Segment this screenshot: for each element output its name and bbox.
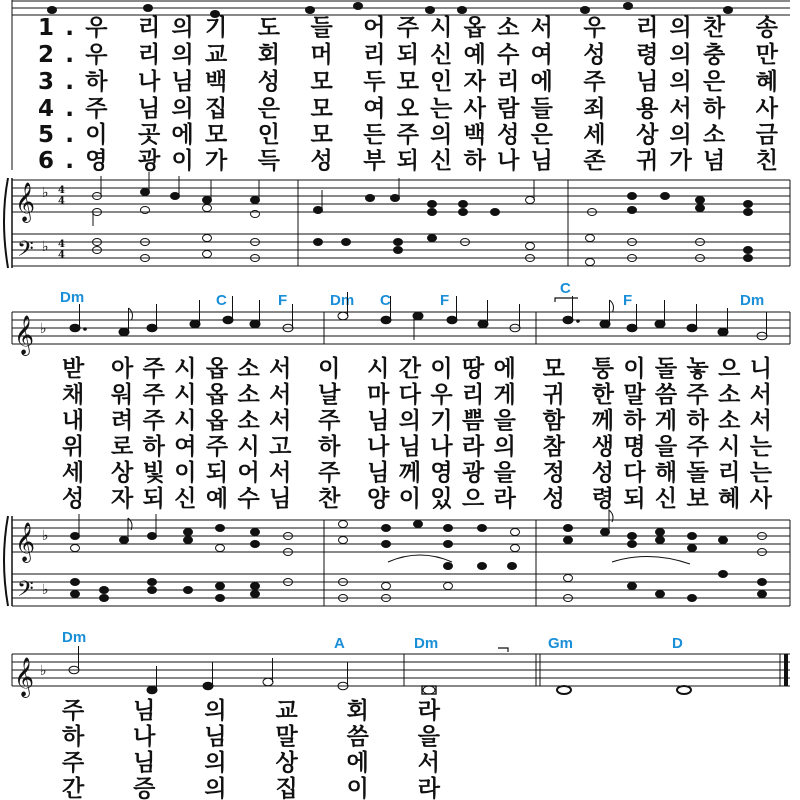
flat-icon: ♭ xyxy=(42,185,49,201)
chord-symbol: F xyxy=(623,292,633,309)
flat-icon: ♭ xyxy=(42,582,49,598)
time-signature-top: 4 xyxy=(58,185,65,196)
lyric-line: 성 자되신예수님 찬 양이있으라 성 령되신보혜사 xyxy=(62,486,772,512)
melody-notes-2 xyxy=(70,292,767,340)
time-signature-bottom: 4 xyxy=(58,196,65,207)
first-ending-bracket xyxy=(555,298,578,302)
treble-clef-icon: 𝄞 xyxy=(14,315,35,355)
lyric-line: 간 증 의 집 이 라 xyxy=(62,776,440,800)
lyric-line: 3.하 나님백 성 모 두모인자리에 주 님의은 혜 xyxy=(38,69,779,95)
lyric-line: 6.영 광이가 득 성 부되신하나님 존 귀가넘 친 xyxy=(38,148,779,174)
flat-icon: ♭ xyxy=(42,528,49,544)
chord-symbol: C xyxy=(216,292,227,309)
chord-symbol: Gm xyxy=(548,635,574,652)
time-signature-top: 4 xyxy=(58,239,65,250)
lyric-line: 1.우 리의기 도 들 어주시옵소서 우 리의찬 송 xyxy=(38,15,779,41)
lyrics-block-3 xyxy=(61,697,441,800)
chord-symbol: C xyxy=(380,292,391,309)
chord-symbol: Dm xyxy=(330,292,355,309)
melody-staff-3 xyxy=(12,654,790,686)
bass-clef-icon: 𝄢 xyxy=(17,237,34,267)
chord-symbol: F xyxy=(278,292,288,309)
treble-clef-icon: 𝄞 xyxy=(15,182,36,222)
chord-symbol: A xyxy=(334,635,345,652)
piano-notes-2 xyxy=(71,510,767,602)
lyrics-block-1 xyxy=(38,14,779,174)
time-signature-bottom: 4 xyxy=(58,250,65,261)
piano-notes-1 xyxy=(93,172,753,266)
chord-symbol: Dm xyxy=(414,635,439,652)
lyric-line: 세 상빛이되어서 주 님께영광을 정 성다해돌리는 xyxy=(62,460,772,486)
bass-clef-icon: 𝄢 xyxy=(17,577,34,607)
lyric-line: 하 나 님 말 씀 을 xyxy=(62,724,440,750)
lyric-line: 내 려주시옵소서 주 님의기쁨을 함 께하게하소서 xyxy=(62,408,772,434)
lyric-line: 받 아주시옵소서 이 시간이땅에 모 퉁이돌놓으니 xyxy=(62,356,772,382)
flat-icon: ♭ xyxy=(40,663,47,679)
piano-staff-1 xyxy=(4,178,790,268)
melody-clef-3 xyxy=(14,657,47,698)
lyric-line: 2.우 리의교 회 머 리되신예수여 성 령의충 만 xyxy=(38,42,779,68)
lyric-line: 주 님 의 교 회 라 xyxy=(62,698,440,724)
chord-symbols-2 xyxy=(60,280,764,309)
piano-staff-2 xyxy=(4,516,790,606)
second-ending-bracket xyxy=(498,648,508,652)
lyric-line: 위 로하여주시고 하 나님나라의 참 생명을주시는 xyxy=(62,434,772,460)
system-3 xyxy=(12,629,790,800)
chord-symbol: C xyxy=(560,280,571,297)
chord-symbol: F xyxy=(440,292,450,309)
clefs-1 xyxy=(15,182,65,267)
chord-symbol: D xyxy=(672,635,683,652)
chord-symbols-3 xyxy=(62,629,683,652)
melody-clef-2 xyxy=(14,315,47,356)
chord-symbol: Dm xyxy=(740,292,765,309)
lyrics-block-2 xyxy=(62,355,773,512)
lyric-line: 주 님 의 상 에 서 xyxy=(62,750,440,776)
system-2 xyxy=(4,280,790,607)
treble-clef-icon: 𝄞 xyxy=(15,522,36,562)
treble-clef-icon: 𝄞 xyxy=(14,657,35,697)
flat-icon: ♭ xyxy=(40,321,47,337)
system-1 xyxy=(4,0,790,268)
flat-icon: ♭ xyxy=(42,239,49,255)
chord-symbol: Dm xyxy=(62,629,87,646)
lyric-line: 4.주 님의집 은 모 여오는사람들 죄 용서하 사 xyxy=(38,96,779,122)
clefs-2 xyxy=(15,522,49,607)
ties-2 xyxy=(388,555,690,564)
chord-symbol: Dm xyxy=(60,289,85,306)
lyric-line: 5.이 곳에모 인 모 든주의백성은 세 상의소 금 xyxy=(38,122,779,148)
lyric-line: 채 워주시옵소서 날 마다우리게 귀 한말씀주소서 xyxy=(62,382,772,408)
